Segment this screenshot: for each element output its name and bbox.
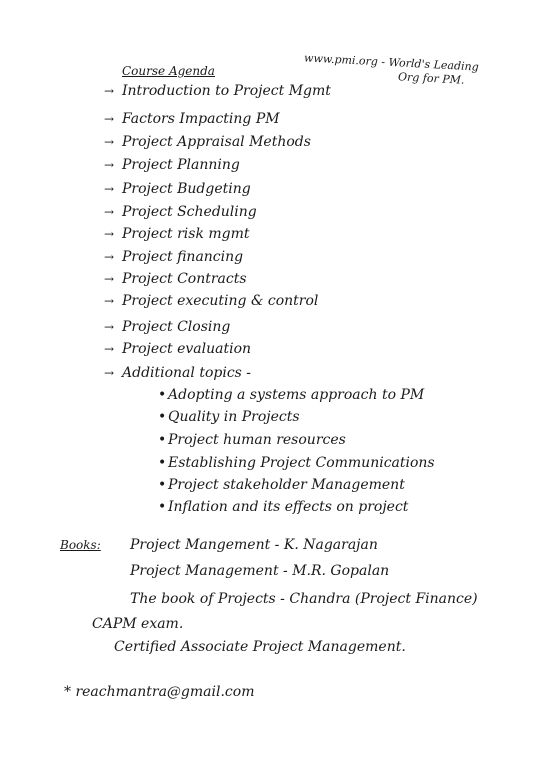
book-item: Project Mangement - K. Nagarajan [130,537,378,553]
additional-topic-item [158,408,300,426]
bullet-icon: • [158,387,167,403]
agenda-item [104,156,240,174]
additional-topic-text: Quality in Projects [168,409,300,425]
additional-topic-item [158,431,346,449]
arrow-icon: → [104,205,115,219]
agenda-item [104,180,251,198]
agenda-item-text: Project Scheduling [122,204,257,220]
capm-subtitle: Certified Associate Project Management. [114,639,406,655]
agenda-item-text: Project Planning [122,157,240,173]
book-item: Project Management - M.R. Gopalan [130,563,390,579]
bullet-icon: • [158,432,167,448]
arrow-icon: → [104,182,115,196]
agenda-item [104,364,251,382]
agenda-item-text: Additional topics - [122,365,252,381]
agenda-item-text: Project Closing [122,319,231,335]
agenda-item-text: Project financing [122,249,244,265]
agenda-item [104,270,247,288]
additional-topic-text: Establishing Project Communications [168,455,435,471]
arrow-icon: → [104,320,115,334]
capm-title: CAPM exam. [92,616,184,632]
additional-topic-text: Project human resources [168,432,346,448]
arrow-icon: → [104,366,115,380]
additional-topic-item [158,454,435,472]
agenda-item [104,292,318,310]
bullet-icon: • [158,477,167,493]
agenda-item [104,82,331,100]
agenda-item [104,318,230,336]
arrow-icon: → [104,158,115,172]
arrow-icon: → [104,135,115,149]
arrow-icon: → [104,112,115,126]
arrow-icon: → [104,84,115,98]
arrow-icon: → [104,227,115,241]
additional-topic-text: Adopting a systems approach to PM [168,387,425,403]
agenda-item [104,203,257,221]
additional-topic-item [158,386,424,404]
agenda-item-text: Introduction to Project Mgmt [122,83,331,99]
arrow-icon: → [104,272,115,286]
pmi-note-line1: www.pmi.org - World's Leading [303,51,480,74]
agenda-item-text: Project Contracts [122,271,247,287]
agenda-item-text: Project Appraisal Methods [122,134,311,150]
bullet-icon: • [158,409,167,425]
books-label: Books: [60,538,101,552]
additional-topic-item [158,476,405,494]
bullet-icon: • [158,499,167,515]
pmi-note-line2: Org for PM. [397,70,465,87]
agenda-item [104,110,280,128]
agenda-item-text: Project evaluation [122,341,252,357]
agenda-item-text: Project executing & control [122,293,319,309]
agenda-item [104,225,250,243]
agenda-item-text: Factors Impacting PM [122,111,280,127]
book-item: The book of Projects - Chandra (Project Finance) [130,591,478,607]
contact-email: * reachmantra@gmail.com [64,684,255,700]
arrow-icon: → [104,250,115,264]
additional-topic-text: Inflation and its effects on project [168,499,409,515]
additional-topic-text: Project stakeholder Management [168,477,405,493]
agenda-item-text: Project risk mgmt [122,226,250,242]
additional-topic-item [158,498,408,516]
agenda-item [104,248,243,266]
arrow-icon: → [104,294,115,308]
agenda-item-text: Project Budgeting [122,181,251,197]
agenda-item [104,133,311,151]
bullet-icon: • [158,455,167,471]
arrow-icon: → [104,342,115,356]
agenda-item [104,340,251,358]
course-agenda-heading: Course Agenda [122,64,215,78]
